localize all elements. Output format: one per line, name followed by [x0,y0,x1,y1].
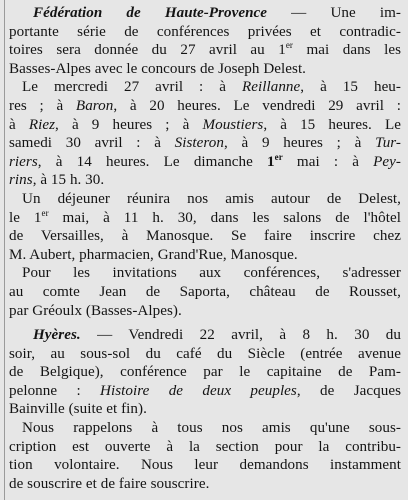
text: , à 15 heu- [300,79,401,96]
column-rule [4,0,5,500]
text: pelonne : [9,382,101,399]
schedule-line [9,134,401,153]
body-line: de Belgique), conférence par le capitaine de Pam- [9,364,401,381]
invite-line: Pour les invitations aux conférences, s'adresser [22,265,401,282]
invite-line: au comte Jean de Saporta, château de Rousset, [9,283,401,300]
schedule-line [9,153,401,172]
text: res ; à [9,97,76,114]
appeal-line: Nous rappelons à tous nos amis qu'une sous- [22,420,401,437]
place-name: Sisteron [174,135,224,152]
lunch-line: le 1er mai, à 11 h. 30, dans les salons de l'hôtel [9,207,401,226]
text: à [9,116,29,133]
body-line: soir, au sous-sol du café du Siècle (entrée avenue [9,345,401,362]
text: , à 9 heures ; à [224,135,376,152]
article-hyeres [9,326,401,493]
lunch-line: M. Aubert, pharmacien, Grand'Rue, Manosque. [9,246,298,263]
schedule-line [9,97,401,116]
invite-line: par Gréoulx (Basses-Alpes). [9,302,182,319]
place-name: Baron [75,97,114,114]
text: Le mercredi 27 avril : à [22,79,242,96]
text: , de Jacques [296,382,402,399]
schedule-line [9,116,401,135]
date-text: 1er [267,151,283,170]
text: , à 14 heures. Le dimanche [37,153,268,170]
text: , à 20 heures. Le vendredi 29 avril : [113,97,401,114]
place-name: Reillanne [241,79,301,96]
text: , à 9 heures ; à [55,116,203,133]
article-heading: Hyères. [33,327,81,344]
schedule-line [9,78,401,97]
appeal-line: tion volontaire. Nous leur demandons instamment [9,457,401,474]
place-name: rins [9,172,33,189]
text: , à 15 heures. Le [263,116,401,133]
text: mai : à [282,153,374,170]
place-name: Moustiers [202,116,264,133]
lead-text: — Vendredi 22 avril, à 8 h. 30 du [80,327,401,344]
article-lead-line [9,326,401,345]
body-line: toires sera donnée du 27 avril au 1er mai dans les [9,40,401,59]
place-name: Pey- [373,153,401,170]
article-federation [9,4,401,320]
lead-text: — Une im- [291,5,402,21]
body-line: portante série de conférences privées et contradic- [9,23,401,40]
body-line: Bainville (suite et fin). [9,401,147,418]
article-heading: Fédération de Haute-Provence [33,5,268,21]
appeal-line: de souscrire et de faire souscrire. [9,475,210,492]
appeal-line: cription est ouverte à la section pour la contribu- [9,438,401,455]
place-name: Tur- [375,135,401,152]
article-lead-line [9,4,401,23]
body-line [9,382,401,401]
text: samedi 30 avril : à [9,135,175,152]
schedule-line [9,171,401,190]
book-title: Histoire de deux peuples [100,382,297,399]
lunch-line: Un déjeuner réunira nos amis autour de Delest, [22,190,401,207]
place-name: riers [9,153,38,170]
text: , à 15 h. 30. [32,172,105,189]
lunch-line: de Versailles, à Manosque. Se faire inscrire chez [9,228,401,245]
body-line: Basses-Alpes avec le concours de Joseph Delest. [9,60,307,77]
place-name: Riez [28,116,56,133]
